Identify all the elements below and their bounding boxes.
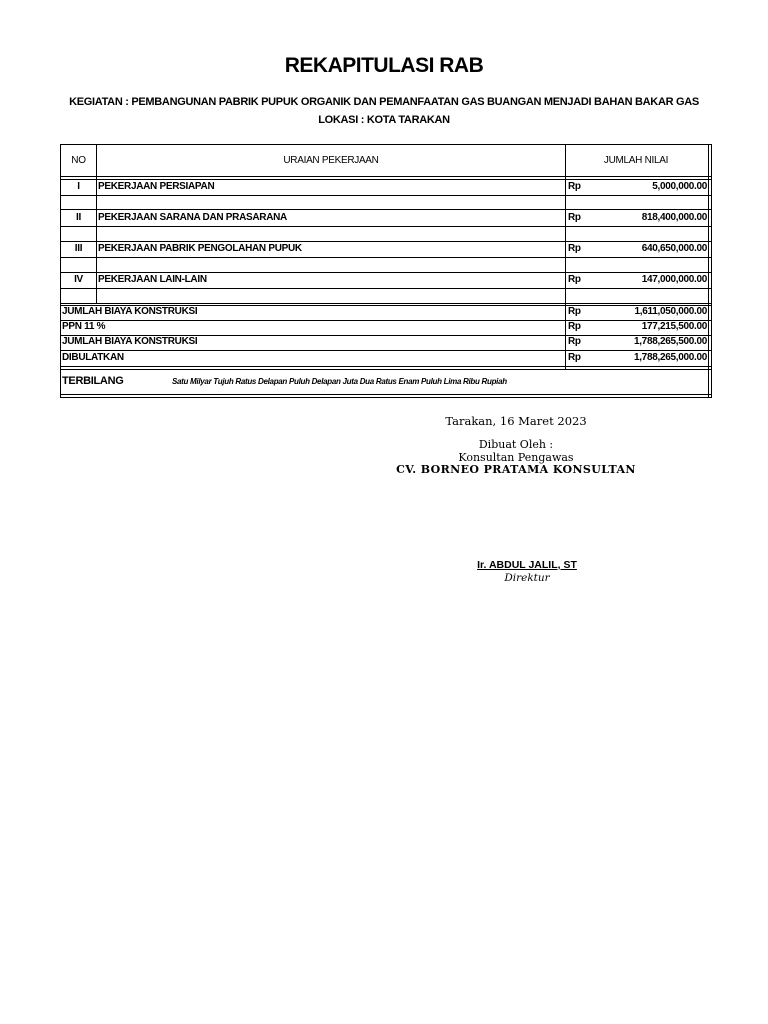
place-date: Tarakan, 16 Maret 2023: [445, 414, 587, 428]
item-no: III: [74, 243, 83, 254]
row-divider: [61, 366, 711, 367]
item-uraian: PEKERJAAN SARANA DAN PRASARANA: [98, 212, 287, 223]
signatory-name: Ir. ABDUL JALIL, ST: [477, 559, 577, 571]
row-divider: [61, 272, 711, 273]
table-double-border: [708, 145, 709, 397]
item-value: 147,000,000.00: [641, 274, 707, 285]
item-currency: Rp: [568, 243, 581, 254]
rab-table: [60, 144, 712, 398]
row-divider: [61, 369, 711, 370]
item-value: 818,400,000.00: [641, 212, 707, 223]
row-divider: [61, 226, 711, 227]
header-divider: [61, 176, 711, 177]
role: Konsultan Pengawas: [458, 451, 574, 464]
item-no: I: [77, 181, 80, 192]
signatory-position: Direktur: [504, 572, 550, 584]
terbilang-text: Satu Milyar Tujuh Ratus Delapan Puluh Delapan Juta Dua Ratus Enam Puluh Lima Ribu Rupiah: [172, 377, 507, 386]
row-divider: [61, 303, 711, 304]
lokasi-line: LOKASI : KOTA TARAKAN: [318, 114, 450, 126]
header-jumlah: JUMLAH NILAI: [603, 155, 669, 166]
page-title: REKAPITULASI RAB: [284, 54, 484, 77]
header-uraian: URAIAN PEKERJAAN: [283, 155, 379, 166]
total-currency: Rp: [568, 352, 581, 363]
header-divider-2: [61, 179, 711, 180]
total-label: DIBULATKAN: [62, 352, 124, 363]
total-currency: Rp: [568, 306, 581, 317]
item-value: 5,000,000.00: [652, 181, 707, 192]
total-currency: Rp: [568, 321, 581, 332]
item-currency: Rp: [568, 212, 581, 223]
item-uraian: PEKERJAAN LAIN-LAIN: [98, 274, 207, 285]
kegiatan-line: KEGIATAN : PEMBANGUNAN PABRIK PUPUK ORGANIK DAN PEMANFAATAN GAS BUANGAN MENJADI BAHAN BAKAR GAS: [69, 96, 699, 108]
total-value: 1,611,050,000.00: [634, 306, 707, 317]
row-divider: [61, 209, 711, 210]
row-divider: [61, 241, 711, 242]
item-no: IV: [74, 274, 83, 285]
item-uraian: PEKERJAAN PABRIK PENGOLAHAN PUPUK: [98, 243, 302, 254]
total-value: 1,788,265,500.00: [633, 336, 707, 347]
row-divider: [61, 288, 711, 289]
header-no: NO: [71, 155, 86, 166]
row-divider: [61, 320, 711, 321]
total-label: PPN 11 %: [62, 321, 106, 332]
table-bottom-line: [61, 394, 711, 395]
item-currency: Rp: [568, 274, 581, 285]
row-divider: [61, 257, 711, 258]
terbilang-label: TERBILANG: [62, 375, 124, 387]
total-label: JUMLAH BIAYA KONSTRUKSI: [62, 306, 198, 317]
item-currency: Rp: [568, 181, 581, 192]
company-name: CV. BORNEO PRATAMA KONSULTAN: [396, 463, 636, 476]
total-currency: Rp: [568, 336, 581, 347]
row-divider: [61, 195, 711, 196]
total-value: 177,215,500.00: [641, 321, 707, 332]
made-by: Dibuat Oleh :: [478, 438, 554, 451]
row-divider: [61, 350, 711, 351]
total-value: 1,788,265,000.00: [633, 352, 707, 363]
item-uraian: PEKERJAAN PERSIAPAN: [98, 181, 215, 192]
total-label: JUMLAH BIAYA KONSTRUKSI: [62, 336, 198, 347]
item-value: 640,650,000.00: [641, 243, 707, 254]
item-no: II: [76, 212, 81, 223]
col-divider-no: [96, 145, 97, 304]
